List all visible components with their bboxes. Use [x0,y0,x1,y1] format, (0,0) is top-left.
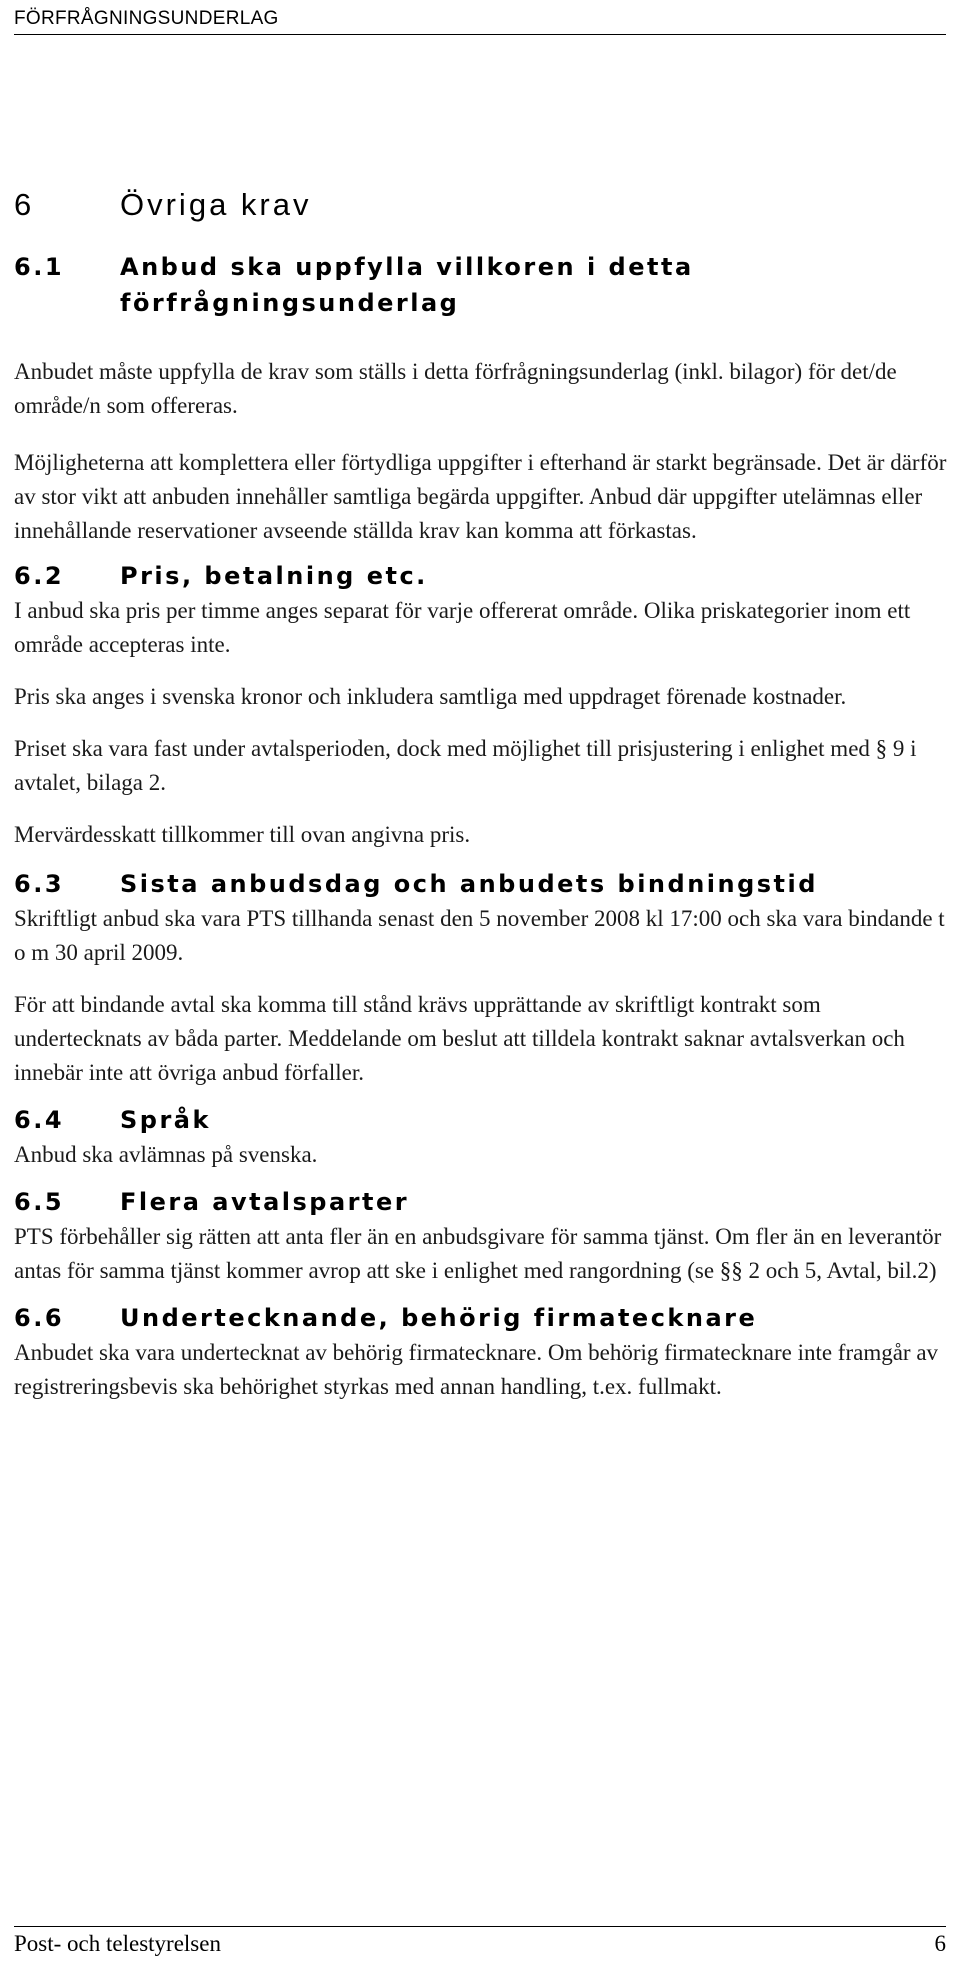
paragraph: PTS förbehåller sig rätten att anta fler än en anbudsgivare för samma tjänst. Om fler än en leverantör antas för samma tjänst kommer avrop att ske i enlighet med rangordning (se §§ 2 och 5, Avtal, bil.2) [14,1224,942,1283]
subsection-heading-6-1 [14,249,949,321]
paragraph: Mervärdesskatt tillkommer till ovan angivna pris. [14,822,471,847]
subsection-number: 6.1 [14,253,65,281]
header-title: FÖRFRÅGNINGSUNDERLAG [14,8,279,29]
subsection-title: Språk [120,1106,211,1134]
footer-organization: Post- och telestyrelsen [14,1931,221,1956]
paragraph: Anbudet måste uppfylla de krav som ställs i detta förfrågningsunderlag (inkl. bilagor) för det/de område/n som offereras. [14,359,897,418]
page-footer [14,1926,946,1967]
subsection-number: 6.4 [14,1106,65,1134]
subsection-title: Undertecknande, behörig firmatecknare [120,1304,758,1332]
subsection-title: Anbud ska uppfylla villkoren i detta förfrågningsunderlag [120,253,694,317]
section-title: Övriga krav [120,187,312,222]
subsection-heading-6-4 [14,1102,949,1138]
paragraph: Anbud ska avlämnas på svenska. [14,1142,318,1167]
subsection-heading-6-2 [14,558,949,594]
subsection-title: Flera avtalsparter [120,1188,410,1216]
subsection-heading-6-5 [14,1184,949,1220]
paragraph: I anbud ska pris per timme anges separat för varje offererat område. Olika priskategorier inom ett område accepteras inte. [14,598,911,657]
paragraph: Skriftligt anbud ska vara PTS tillhanda senast den 5 november 2008 kl 17:00 och ska vara bindande t o m 30 april 2009. [14,906,945,965]
subsection-number: 6.5 [14,1188,65,1216]
subsection-heading-6-3 [14,866,949,902]
section-number: 6 [14,187,35,222]
subsection-number: 6.2 [14,562,65,590]
subsection-number: 6.6 [14,1304,65,1332]
paragraph: För att bindande avtal ska komma till stånd krävs upprättande av skriftligt kontrakt som undertecknats av båda parter. Meddelande om beslut att tilldela kontrakt saknar avtalsverkan och innebär inte att övriga anbud förfaller. [14,992,905,1085]
paragraph: Möjligheterna att komplettera eller förtydliga uppgifter i efterhand är starkt begränsade. Det är därför av stor vikt att anbuden innehåller samtliga begärda uppgifter. Anbud där uppgifter utelämnas eller innehållande reservationer avseende ställda krav kan komma att förkastas. [14,450,947,543]
subsection-title: Pris, betalning etc. [120,562,428,590]
paragraph: Pris ska anges i svenska kronor och inkludera samtliga med uppdraget förenade kostnader. [14,684,847,709]
subsection-heading-6-6 [14,1300,949,1336]
section-heading [14,183,949,227]
subsection-number: 6.3 [14,870,65,898]
page-number: 6 [934,1931,946,1956]
paragraph: Anbudet ska vara undertecknat av behörig firmatecknare. Om behörig firmatecknare inte framgår av registreringsbevis ska behörighet styrkas med annan handling, t.ex. fullmakt. [14,1340,939,1399]
document-body [14,183,949,1404]
page-header [14,4,946,35]
subsection-title: Sista anbudsdag och anbudets bindningstid [120,870,818,898]
paragraph: Priset ska vara fast under avtalsperioden, dock med möjlighet till prisjustering i enlighet med § 9 i avtalet, bilaga 2. [14,736,917,795]
